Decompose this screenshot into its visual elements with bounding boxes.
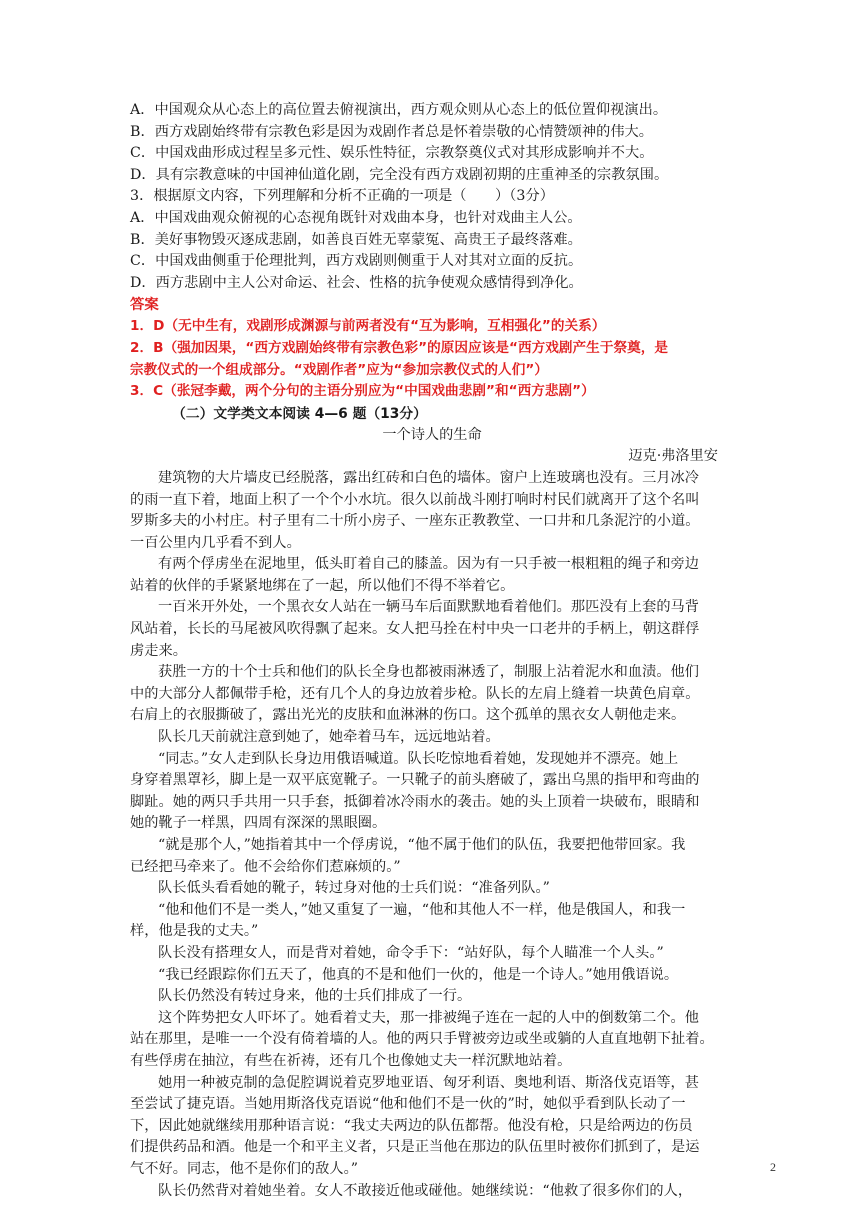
paragraph-line: 已经把马牵来了。他不会给你们惹麻烦的。” [130,858,401,875]
paragraph-line: 下，因此她就继续用那种语言说：“我丈夫两边的队伍都帮。他没有枪，只是给两边的伤员 [130,1117,693,1134]
paragraph-line: 站着的伙伴的手紧紧地绑在了一起，所以他们不得不举着它。 [130,577,515,594]
story-paragraph [130,597,734,662]
story-paragraph [130,878,734,900]
answer-line: 1．D（无中生有，戏剧形成渊源与前两者没有“互为影响，互相强化”的关系） [130,318,606,335]
answer-line: 3．C（张冠李戴，两个分句的主语分别应为“中国戏曲悲剧”和“西方悲剧”） [130,383,595,400]
paragraph-line: 罗斯多夫的小村庄。村子里有二十所小房子、一座东正教教堂、一口井和几条泥泞的小道。 [130,513,700,530]
story-title: 一个诗人的生命 [382,426,482,443]
paragraph-line: 建筑物的大片墙皮已经脱落，露出红砖和白色的墙体。窗户上连玻璃也没有。三月冰冷 [158,469,700,486]
option-c: C．中国戏曲侧重于伦理批判，西方戏剧则侧重于人对其对立面的反抗。 [130,253,583,270]
answer-heading: 答案 [130,297,159,314]
paragraph-line: 右肩上的衣服撕破了，露出光光的皮肤和血淋淋的伤口。这个孤单的黑衣女人朝他走来。 [130,707,686,724]
paragraph-line: 她的靴子一样黑，四周有深深的黑眼圈。 [130,815,387,832]
paragraph-line: 一百公里内几乎看不到人。 [130,534,301,551]
option-c: C．中国戏曲形成过程呈多元性、娱乐性特征，宗教祭奠仪式对其形成影响并不大。 [130,145,654,162]
story-paragraph [130,1008,734,1073]
paragraph-line: “同志。”女人走到队长身边用俄语喊道。队长吃惊地看着她，发现她并不漂亮。她上 [158,750,679,767]
story-paragraph [130,662,734,727]
question-3 [130,186,734,294]
paragraph-line: 虏走来。 [130,642,187,659]
paragraph-line: 风站着，长长的马尾被风吹得飘了起来。女人把马拴在村中央一口老井的手柄上，朝这群俘 [130,621,700,638]
story-paragraph [130,1073,734,1181]
paragraph-line: 队长几天前就注意到她了，她牵着马车，远远地站着。 [158,729,500,746]
paragraph-line: 有两个俘虏坐在泥地里，低头盯着自己的膝盖。因为有一只手被一根粗粗的绳子和旁边 [158,556,700,573]
story-paragraph [130,727,734,749]
paragraph-line: 中的大部分人都佩带手枪，还有几个人的身边放着步枪。队长的左肩上缝着一块黄色肩章。 [130,685,700,702]
story-paragraph [130,986,734,1008]
story-paragraph [130,468,734,554]
option-b: B．西方戏剧始终带有宗教色彩是因为戏剧作者总是怀着崇敬的心情赞颂神的伟大。 [130,123,654,140]
paragraph-line: 站在那里，是唯一一个没有倚着墙的人。他的两只手臂被旁边或坐或躺的人直直地朝下扯着。 [130,1031,714,1048]
paragraph-line: 有些俘虏在抽泣，有些在祈祷，还有几个也像她丈夫一样沉默地站着。 [130,1052,572,1069]
story-paragraph [130,554,734,597]
paragraph-line: 脚趾。她的两只手共用一只手套，抵御着冰冷雨水的袭击。她的头上顶着一块破布，眼睛和 [130,793,700,810]
story-paragraph [130,749,734,835]
document-page [130,100,734,1202]
story-author: 迈克·弗洛里安 [628,448,718,465]
story-paragraph [130,1181,734,1203]
story-body [130,468,734,1202]
answer-block [130,294,734,402]
option-d: D．具有宗教意味的中国神仙道化剧，完全没有西方戏剧初期的庄重神圣的宗教氛围。 [130,166,669,183]
paragraph-line: “我已经跟踪你们五天了，他真的不是和他们一伙的，他是一个诗人。”她用俄语说。 [158,966,679,983]
paragraph-line: 队长低头看看她的靴子，转过身对他的士兵们说：“准备列队。” [158,880,550,897]
paragraph-line: “他和他们不是一类人，”她又重复了一遍，“他和其他人不一样，他是俄国人，和我一 [158,901,686,918]
question-stem: 3．根据原文内容，下列理解和分析不正确的一项是（ ）（3分） [130,188,554,205]
option-a: A．中国戏曲观众俯视的心态视角既针对戏曲本身，也针对戏曲主人公。 [130,209,582,226]
paragraph-line: 至尝试了捷克语。当她用斯洛伐克语说“他和他们不是一伙的”时，她似乎看到队长动了一 [130,1096,686,1113]
paragraph-line: 的雨一直下着，地面上积了一个个小水坑。很久以前战斗刚打响时村民们就离开了这个名叫 [130,491,700,508]
paragraph-line: 获胜一方的十个士兵和他们的队长全身也都被雨淋透了，制服上沾着泥水和血渍。他们 [158,664,700,681]
answer-line: 宗教仪式的一个组成部分。“戏剧作者”应为“参加宗教仪式的人们”） [130,361,548,378]
paragraph-line: 队长仍然背对着她坐着。女人不敢接近他或碰他。她继续说：“他救了很多你们的人， [158,1182,693,1199]
paragraph-line: 们提供药品和酒。他是一个和平主义者，只是正当他在那边的队伍里时被你们抓到了，是运 [130,1139,700,1156]
story-paragraph [130,900,734,943]
page-number: 2 [770,1160,776,1174]
paragraph-line: 一百米开外处，一个黑衣女人站在一辆马车后面默默地看着他们。那匹没有上套的马背 [158,599,700,616]
section-heading: （二）文学类文本阅读 4—6 题（13分） [172,405,427,422]
answer-line: 2．B（强加因果，“西方戏剧始终带有宗教色彩”的原因应该是“西方戏剧产生于祭奠，是 [130,339,669,356]
story-paragraph [130,943,734,965]
paragraph-line: 队长仍然没有转过身来，他的士兵们排成了一行。 [158,988,472,1005]
q2-options [130,100,734,186]
paragraph-line: 队长没有搭理女人，而是背对着她，命令手下：“站好队，每个人瞄准一个人头。” [158,944,664,961]
paragraph-line: 身穿着黑罩衫，脚上是一双平底宽靴子。一只靴子的前头磨破了，露出乌黑的指甲和弯曲的 [130,772,700,789]
paragraph-line: 样，他是我的丈夫。” [130,923,259,940]
story-paragraph [130,965,734,987]
story-paragraph [130,835,734,878]
paragraph-line: 她用一种被克制的急促腔调说着克罗地亚语、匈牙利语、奥地利语、斯洛伐克语等，甚 [158,1074,700,1091]
paragraph-line: 这个阵势把女人吓坏了。她看着丈夫，那一排被绳子连在一起的人中的倒数第二个。他 [158,1009,700,1026]
option-b: B．美好事物毁灭逐成悲剧，如善良百姓无辜蒙冤、高贵王子最终落难。 [130,231,582,248]
option-d: D．西方悲剧中主人公对命运、社会、性格的抗争使观众感情得到净化。 [130,274,583,291]
paragraph-line: 气不好。同志，他不是你们的敌人。” [130,1160,359,1177]
paragraph-line: “就是那个人，”她指着其中一个俘虏说，“他不属于他们的队伍，我要把他带回家。我 [158,837,686,853]
option-a: A．中国观众从心态上的高位置去俯视演出，西方观众则从心态上的低位置仰视演出。 [130,102,668,118]
